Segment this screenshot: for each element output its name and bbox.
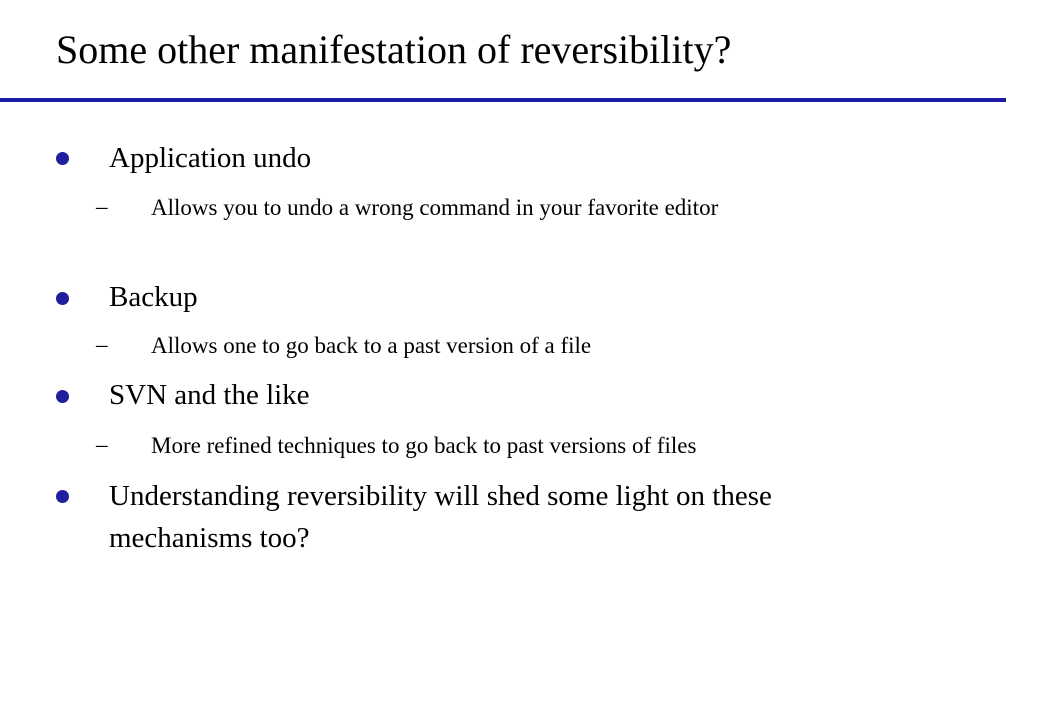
bullet-dot-icon [56,292,69,305]
bullet-item-application-undo: Application undo [109,142,312,174]
slide-title: Some other manifestation of reversibility? [56,27,732,72]
sub-bullet-dash: – [96,332,108,357]
sub-bullet-dash: – [96,432,108,457]
sub-item-application-undo: Allows you to undo a wrong command in your favorite editor [151,195,719,220]
sub-bullet-dash: – [96,194,108,219]
sub-item-backup: Allows one to go back to a past version of a file [151,333,592,358]
bullet-item-understanding: Understanding reversibility will shed some light on these mechanisms too? [109,480,772,554]
sub-item-svn: More refined techniques to go back to past versions of files [151,433,697,458]
bullet-item-svn: SVN and the like [109,379,310,411]
bullet-dot-icon [56,490,69,503]
bullet-item-backup: Backup [109,281,198,313]
bullet-dot-icon [56,152,69,165]
bullet-dot-icon [56,390,69,403]
